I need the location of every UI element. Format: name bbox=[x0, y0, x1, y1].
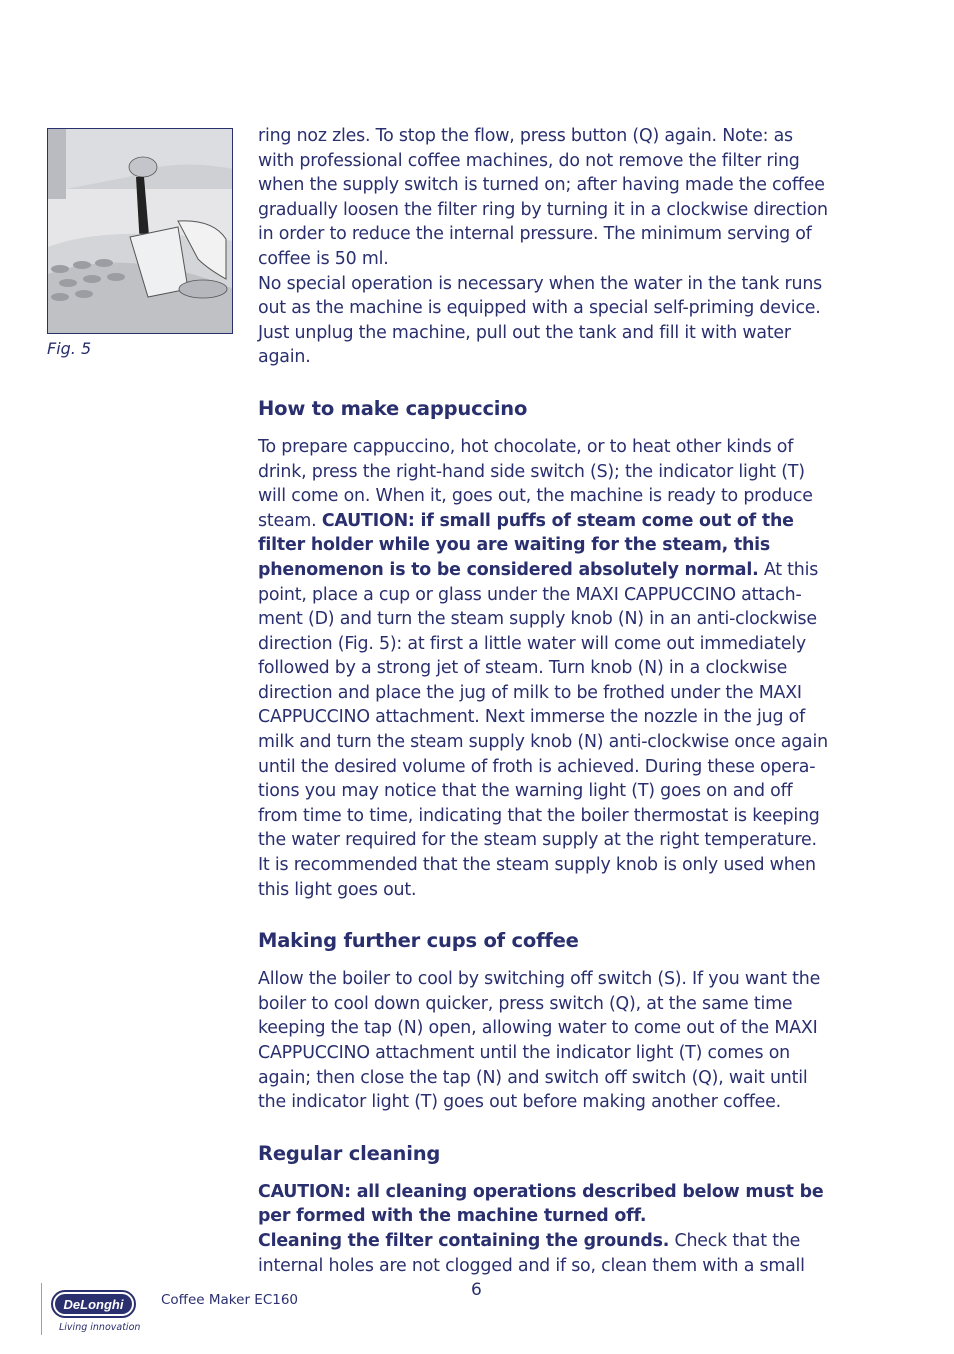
logo-tagline: Living innovation bbox=[59, 1322, 141, 1333]
intro-paragraph-2: No special operation is necessary when the water in the tank runs out as the machine is equipped with a special self-priming device. Just unplug the machine, pull out the tank and fill it with water again. bbox=[258, 273, 822, 368]
product-name: Coffee Maker EC160 bbox=[161, 1292, 299, 1308]
cappuccino-paragraph bbox=[258, 435, 830, 902]
cleaning-caution bbox=[258, 1180, 830, 1229]
cleaning-filter-text: Check that the internal holes are not clogged and if so, clean them with a small bbox=[258, 1230, 805, 1276]
cleaning-filter-label: Cleaning the filter containing the grounds. bbox=[258, 1230, 670, 1251]
figure-caption: Fig. 5 bbox=[47, 339, 92, 358]
section-heading-further-cups: Making further cups of coffee bbox=[258, 929, 579, 953]
delonghi-logo bbox=[51, 1290, 136, 1318]
footer-divider bbox=[41, 1283, 42, 1335]
delonghi-logo-mark bbox=[51, 1290, 136, 1318]
steam-nozzle-illustration bbox=[48, 129, 233, 334]
intro-paragraph: ring noz zles. To stop the flow, press button (Q) again. Note: as with professional coffee machines, do not remove the filter ring when the supply switch is turned on; after having made the coffee gradually loosen the filter ring by turning it in a clockwise direction in order to reduce the internal pressure. The minimum serving of coffee is 50 ml. bbox=[258, 126, 828, 269]
page-number: 6 bbox=[471, 1280, 482, 1300]
section-heading-cleaning: Regular cleaning bbox=[258, 1141, 441, 1165]
further-cups-paragraph: Allow the boiler to cool by switching off switch (S). If you want the boiler to cool down quicker, press switch (Q), at the same time keeping the tap (N) open, allowing water to come out of the MAXI CAPPUCCINO attachment until the indicator light (T) comes on again; then close the tap (N) and switch off switch (Q), wait until the indicator light (T) goes out before making another coffee. bbox=[258, 969, 821, 1113]
cleaning-filter-paragraph bbox=[258, 1229, 830, 1278]
cleaning-caution-text: CAUTION: all cleaning operations described below must be per formed with the machine turned off. bbox=[258, 1181, 824, 1227]
cappuccino-caution: CAUTION: if small puffs of steam come out of the filter holder while you are waiting for the steam, this phenomenon is to be considered absolutely normal. bbox=[258, 510, 794, 580]
cappuccino-text-b: At this point, place a cup or glass under the MAXI CAPPUCCINO attach-ment (D) and turn the steam supply knob (N) in an anti-clockwise direction (Fig. 5): at first a little water will come out immediately followed by a strong jet of steam. Turn knob (N) in a clockwise direction and place the jug of milk to be frothed under the MAXI CAPPUCCINO attachment. Next immerse the nozzle in the jug of milk and turn the steam supply knob (N) anti-clockwise once again until the desired volume of froth is achieved. During these opera-tions you may notice that the warning light (T) goes on and off from time to time, indicating that the boiler thermostat is keeping the water required for the steam supply at the right temperature. It is recommended that the steam supply knob is only used when this light goes out. bbox=[258, 559, 828, 900]
main-content bbox=[258, 124, 830, 1278]
cappuccino-text-a: To prepare cappuccino, hot chocolate, or to heat other kinds of drink, press the right-hand side switch (S); the indicator light (T) will come on. When it, goes out, the machine is ready to produce steam. bbox=[258, 436, 813, 531]
svg-text:DeLonghi: DeLonghi bbox=[63, 1297, 124, 1312]
figure-5-illustration bbox=[47, 128, 233, 334]
section-heading-cappuccino: How to make cappuccino bbox=[258, 396, 528, 420]
